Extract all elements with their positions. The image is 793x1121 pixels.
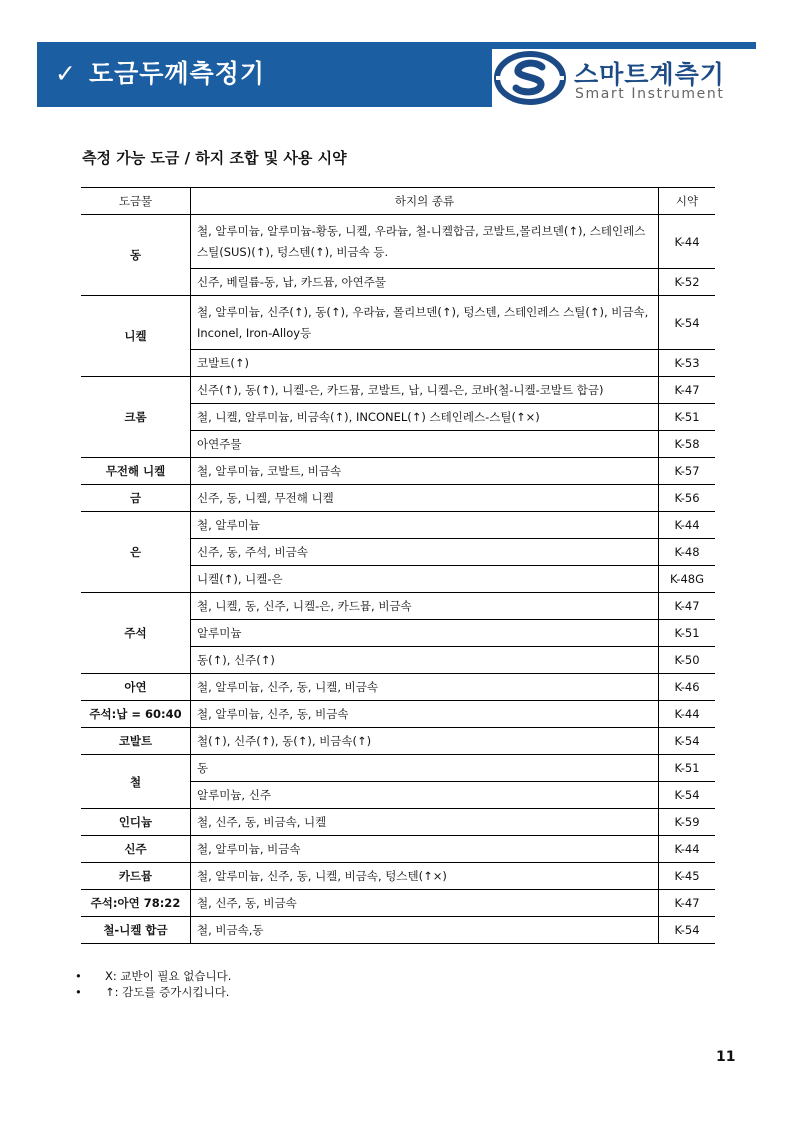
substrate-cell: 철, 신주, 동, 비금속, 니켈 xyxy=(191,809,659,836)
bullet-icon: • xyxy=(75,985,82,999)
substrate-cell: 철, 알루미늄, 신주, 동, 니켈, 비금속, 텅스텐(↑×) xyxy=(191,863,659,890)
substrate-cell: 동(↑), 신주(↑) xyxy=(191,647,659,674)
substrate-cell: 신주, 동, 주석, 비금속 xyxy=(191,539,659,566)
plating-cell: 동 xyxy=(81,215,191,296)
plating-cell: 무전해 니켈 xyxy=(81,458,191,485)
header-reagent: 시약 xyxy=(659,188,716,215)
table-header-row xyxy=(81,188,715,215)
reagent-cell: K-48G xyxy=(659,566,716,593)
table-row xyxy=(81,890,715,917)
reagent-cell: K-51 xyxy=(659,620,716,647)
page-number: 11 xyxy=(716,1049,736,1065)
header-substrate: 하지의 종류 xyxy=(191,188,659,215)
plating-cell: 코발트 xyxy=(81,728,191,755)
header-plating: 도금물 xyxy=(81,188,191,215)
substrate-cell: 동 xyxy=(191,755,659,782)
brand-name-english: Smart Instrument xyxy=(575,86,725,102)
brand-logo xyxy=(492,49,756,107)
reagent-cell: K-44 xyxy=(659,215,716,269)
table-row xyxy=(81,674,715,701)
reagent-cell: K-47 xyxy=(659,890,716,917)
plating-cell: 철 xyxy=(81,755,191,809)
substrate-cell: 철, 알루미늄, 알루미늄-황동, 니켈, 우라늄, 철-니켈합금, 코발트,몰리브덴(↑), 스테인레스 스틸(SUS)(↑), 텅스텐(↑), 비금속 등. xyxy=(191,215,659,269)
substrate-cell: 철, 비금속,동 xyxy=(191,917,659,944)
substrate-cell: 철, 알루미늄, 신주, 동, 비금속 xyxy=(191,701,659,728)
substrate-cell: 아연주물 xyxy=(191,431,659,458)
reagent-cell: K-44 xyxy=(659,836,716,863)
reagent-cell: K-57 xyxy=(659,458,716,485)
brand-name-korean: 스마트계측기 xyxy=(574,60,725,89)
reagent-cell: K-56 xyxy=(659,485,716,512)
plating-cell: 아연 xyxy=(81,674,191,701)
reagent-cell: K-53 xyxy=(659,350,716,377)
substrate-cell: 철, 알루미늄, 비금속 xyxy=(191,836,659,863)
section-title: 측정 가능 도금 / 하지 조합 및 사용 시약 xyxy=(82,149,347,167)
reagent-cell: K-47 xyxy=(659,593,716,620)
substrate-cell: 철, 알루미늄, 신주, 동, 니켈, 비금속 xyxy=(191,674,659,701)
note-text: X: 교반이 필요 없습니다. xyxy=(105,969,232,983)
reagent-cell: K-46 xyxy=(659,674,716,701)
note-item xyxy=(75,984,231,1000)
table-body xyxy=(81,215,715,944)
reagent-cell: K-47 xyxy=(659,377,716,404)
reagent-cell: K-54 xyxy=(659,296,716,350)
reagent-cell: K-52 xyxy=(659,269,716,296)
substrate-cell: 철, 니켈, 동, 신주, 니켈-은, 카드뮴, 비금속 xyxy=(191,593,659,620)
plating-cell: 신주 xyxy=(81,836,191,863)
plating-cell: 철-니켈 합금 xyxy=(81,917,191,944)
plating-cell: 은 xyxy=(81,512,191,593)
reagent-cell: K-54 xyxy=(659,728,716,755)
table-row xyxy=(81,512,715,539)
table-row xyxy=(81,863,715,890)
table-row xyxy=(81,485,715,512)
table-row xyxy=(81,728,715,755)
table-row xyxy=(81,593,715,620)
page-title xyxy=(55,54,265,90)
plating-cell: 금 xyxy=(81,485,191,512)
table-row xyxy=(81,215,715,269)
substrate-cell: 철, 니켈, 알루미늄, 비금속(↑), INCONEL(↑) 스테인레스-스틸(↑×) xyxy=(191,404,659,431)
substrate-cell: 알루미늄, 신주 xyxy=(191,782,659,809)
plating-cell: 인디늄 xyxy=(81,809,191,836)
reagent-cell: K-51 xyxy=(659,404,716,431)
plating-cell: 크롬 xyxy=(81,377,191,458)
table-row xyxy=(81,809,715,836)
note-text: ↑: 감도를 증가시킵니다. xyxy=(105,985,230,999)
table-row xyxy=(81,458,715,485)
reagent-cell: K-48 xyxy=(659,539,716,566)
table-row xyxy=(81,917,715,944)
plating-cell: 주석:납 = 60:40 xyxy=(81,701,191,728)
plating-cell: 니켈 xyxy=(81,296,191,377)
plating-cell: 주석:아연 78:22 xyxy=(81,890,191,917)
table-row xyxy=(81,701,715,728)
notes xyxy=(75,968,231,1000)
substrate-cell: 코발트(↑) xyxy=(191,350,659,377)
table-row xyxy=(81,755,715,782)
substrate-cell: 니켈(↑), 니켈-은 xyxy=(191,566,659,593)
reagent-cell: K-44 xyxy=(659,701,716,728)
reagent-cell: K-54 xyxy=(659,917,716,944)
reagent-cell: K-51 xyxy=(659,755,716,782)
check-icon: ✓ xyxy=(55,59,77,88)
plating-cell: 카드뮴 xyxy=(81,863,191,890)
table-row xyxy=(81,836,715,863)
reagent-cell: K-44 xyxy=(659,512,716,539)
table-row xyxy=(81,377,715,404)
plating-cell: 주석 xyxy=(81,593,191,674)
page-title-text: 도금두께측정기 xyxy=(88,59,266,88)
smart-instrument-logo-icon xyxy=(494,51,566,105)
reagent-cell: K-54 xyxy=(659,782,716,809)
bullet-icon: • xyxy=(75,969,82,983)
reagent-cell: K-59 xyxy=(659,809,716,836)
reagent-cell: K-45 xyxy=(659,863,716,890)
substrate-cell: 철, 알루미늄, 코발트, 비금속 xyxy=(191,458,659,485)
substrate-cell: 철, 알루미늄 xyxy=(191,512,659,539)
table-row xyxy=(81,296,715,350)
header-bar xyxy=(37,42,756,107)
substrate-cell: 신주, 동, 니켈, 무전해 니켈 xyxy=(191,485,659,512)
substrate-cell: 신주, 베릴륨-동, 납, 카드뮴, 아연주물 xyxy=(191,269,659,296)
reagent-cell: K-50 xyxy=(659,647,716,674)
substrate-cell: 철(↑), 신주(↑), 동(↑), 비금속(↑) xyxy=(191,728,659,755)
substrate-cell: 철, 알루미늄, 신주(↑), 동(↑), 우라늄, 몰리브덴(↑), 텅스텐, 스테인레스 스틸(↑), 비금속, Inconel, Iron-Alloy등 xyxy=(191,296,659,350)
substrate-cell: 신주(↑), 동(↑), 니켈-은, 카드뮴, 코발트, 납, 니켈-은, 코바(철-니켈-코발트 합금) xyxy=(191,377,659,404)
note-item xyxy=(75,968,231,984)
plating-substrate-table xyxy=(81,187,715,944)
substrate-cell: 알루미늄 xyxy=(191,620,659,647)
substrate-cell: 철, 신주, 동, 비금속 xyxy=(191,890,659,917)
reagent-cell: K-58 xyxy=(659,431,716,458)
